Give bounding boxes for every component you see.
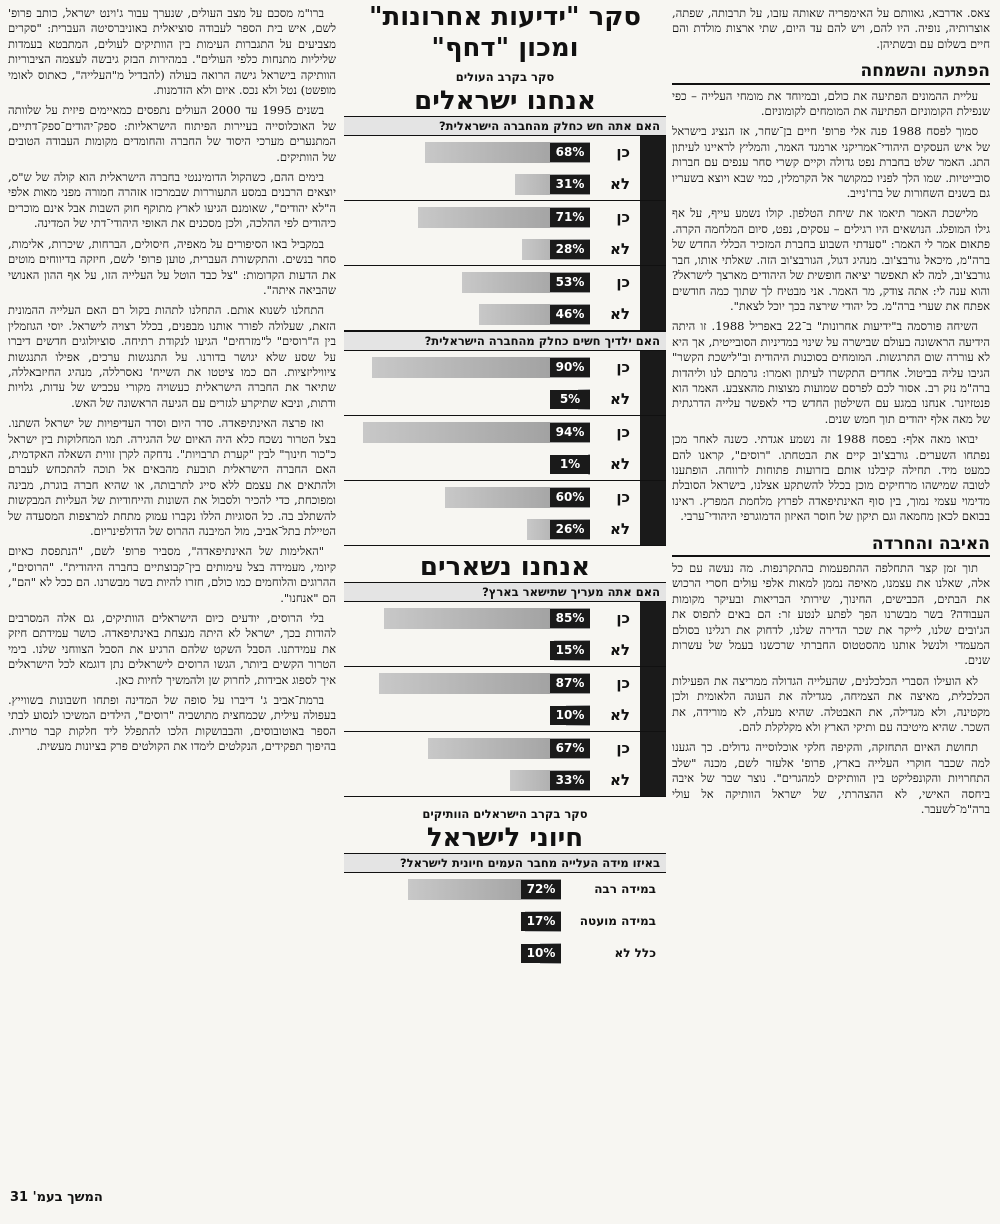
percent-label: 46%: [550, 305, 590, 324]
row-label: כן: [616, 208, 630, 226]
paragraph: ואז פרצה האינתיפאדה. סדר היום וסדר העדיפויות של ישראל השתנו. בצל הטרור נשכח כלא היה האיום של ההגירה. תמו המחלוקות בין ישראל כ"כור חינוך" לבין "קערת תרבויות". נדחקה לקרן זווית השאלה האקדמית, האם החברה הישראלית תובעת מהבאים אל תוכה להתכחש לעברם ולהתאים את עצמם ללא סייג לתרבותה, או שהיא חברה בוגרת, מבינה ומפוכחת, כדי להכיר ולסבול את השונות והייחודיות של העליות המבקשות להשתלב בה. כל הסוגיות הללו נקברו עמוק מתחת למרצפות המסעדה של הטיילת בתל־אביב, מול המיבנה ההרוס של הדולפינריום.: [8, 416, 336, 538]
paragraph: תחושת האיום התחזקה, והקיפה חלקי אוכלוסייה גדולים. כך הגענו למה שכבר חוקרי העלייה בארץ, פרופ' אלעזר לשם, מכנה "שלב התחרויות והקונפליקט בין הוותיקים למהגרים". נוצר שבר של איבה ביחסה האישי, לא ההצהרתי, של ישראל הוותיקה אל עולי ברה"מ־לשעבר.: [672, 740, 990, 817]
percent-label: 85%: [550, 609, 590, 628]
survey-question: האם אתה מעריך שתישאר בארץ?: [344, 582, 666, 602]
row-label: כן: [616, 143, 630, 161]
paragraph: "האלימות של האינתיפאדה", מסביר פרופ' לשם, "הנתפסת כאיום קיומי, מעמידה בצל עימותים בין־קבוצתיים בחברה היהודית". "הרוסים", ההרוגים והלוחמים כמו כולם, חזרו להיות בשר מבשרנו. הם ככל לא "הם", הם "אנחנו".: [8, 544, 336, 605]
survey1-kicker: סקר בקרב העולים: [455, 70, 555, 84]
row-label: לא: [610, 520, 630, 538]
bar-row: [348, 517, 636, 541]
percent-label: 87%: [550, 674, 590, 693]
bar-group: [344, 416, 666, 481]
headline-line-1: סקר "ידיעות אחרונות": [368, 2, 642, 32]
percent-label: 90%: [550, 358, 590, 377]
row-label: לא: [610, 771, 630, 789]
bar-track: [348, 389, 590, 410]
bar-row: [348, 703, 636, 727]
percent-label: 67%: [550, 739, 590, 758]
survey3-kicker: סקר בקרב הישראלים הוותיקים: [422, 807, 588, 821]
row-label: כן: [616, 358, 630, 376]
paragraph: בימים ההם, כשהקול הדומיננטי בחברה הישראלית הוא קולה של ש"ס, יוצאים הרבנים במסע התעוררות שבמרכזו אזהרה חמורה מפני מאות אלפי ה"לא יהודים", שאומנם הגיעו לארץ מתוקף חוק השבות אבל אינם מוכרים כיהודים לפי ההלכה, ולכן מסכנים את האופי היהודי־דתי של המדינה.: [8, 170, 336, 231]
paragraph: בשנים 1995 עד 2000 העולים נתפסים כמאיימים פיזית על שלוותה של האוכלוסייה בעיירות הפיתוח הישראליות: ספק־יהודים־ספק־דתיים, המתנערים מערכי היסוד של החברה והחומדים מקומות העבודה הטובים של הוותיקים.: [8, 103, 336, 164]
row-label: כן: [616, 609, 630, 627]
bar-track: [348, 943, 561, 964]
section-title-we-stay: אנחנו נשארים: [419, 552, 591, 582]
row-label: במידה מועטה: [579, 914, 656, 928]
row-label: כן: [616, 674, 630, 692]
group-label: [640, 416, 666, 480]
subheading-hostility: האיבה והחרדה: [672, 537, 990, 557]
paragraph: סמוך לפסח 1988 פנה אלי פרופ' חיים בן־שחר, אז הנציג בישראל של איש העסקים היהודי־אמריקני ארמנד האמר, והמליץ לראיינו לעיתון התג. האמר שלט בחברת נפט גדולה וקיים קשרי סחר ענפים עם חברות סובייטיות. שמו הלך לפניו כמקושר אל הקרמלין, כמי שבא ויוצא בשעריו גם בשנים השחורות של ברז'נייב.: [672, 124, 990, 201]
group-label: [640, 136, 666, 200]
row-label: כן: [616, 488, 630, 506]
percent-label: 10%: [550, 706, 590, 725]
paragraph: בלי הרוסים, יודעים כיום הישראלים הוותיקים, גם אלה המסרבים להודות בכך, ישראל לא היתה מנצחת באינתיפאדה. כושר עמידתם חיזק את עמידתנו. הסבל השקט שלהם הרגיע את הסבל הצווחני שלנו. בימי הטרור הקשים ביותר, הגשו הרוסים לישראלים נתן דוגמא לכל הישראלים איך לספוג אבידות, לחרוק שן ולהמשיך לחיות כאן.: [8, 611, 336, 687]
percent-label: 15%: [550, 641, 590, 660]
bar-row: [348, 877, 662, 901]
bar-track: [348, 640, 590, 661]
bar-group: [344, 351, 666, 416]
group-label: [640, 351, 666, 415]
row-label: לא: [610, 175, 630, 193]
bar-track: [348, 239, 590, 260]
bar-track: [348, 207, 590, 228]
bar-row: [348, 485, 636, 509]
paragraph: מלישכת האמר תיאמו את שיחת הטלפון. קולו נשמע עייף, על אף גילו המופלג. הנושאים היו רגילים – עסקים, נפט, סיום המלחמה הקרה. פתאום אמר לי האמר: "סעדתי השבוע בחברת המזכיר הכללי החדש של ברה"מ, מיכאל גורבצ'וב. מנהיג דגול, הגורבצ'וב הזה. שאלתי אותו, חבר גורבצ'וב, למה לא תאפשר יציאה חופשית של היהודים מארצך לישראל? והוא ענה לי: אתה צודק, מר האמר. אני מבטיח לך שתוך כמה חודשים אפתח את שערי ברה"מ. כל יהודי שירצה בכך יוכל לצאת".: [672, 206, 990, 313]
bar-row: [348, 140, 636, 164]
group-label: [640, 667, 666, 731]
survey-question: באיזו מידה העלייה מחבר העמים חיונית לישראל?: [344, 853, 666, 873]
bar-row: [348, 606, 636, 630]
intro-paragraph: צאס. אדרבא, גאוותם על האימפריה שאותה עזבו, על תרבותה, שפתה, אוצרותיה, נופיה. היו להם, ויש להם עד היום, שתי ארצות מולדת והם חיים בשלום עם ובשתיהן.: [672, 6, 990, 51]
percent-label: 71%: [550, 208, 590, 227]
headline-line-2: ומכון "דחף": [431, 33, 579, 63]
bar-row: [348, 941, 662, 965]
paragraph: התחלנו לשנוא אותם. התחלנו לתהות בקול רם האם העלייה ההמונית הזאת, שעלולה לפורר אותנו מבפנים, בכלל רצויה לישראל. יוסי הגוזמלין בין ה"רוסים" ל"מזרחים" הגיעו לנקודת רתיחה. סוציולוגים חדשים דיברו על שסע שלא יגושר בדורנו. על התנגשות ערכים, אפילו התנגשות ציוויליזציות. הם כמו ציטטו את השייח' נאסרללה, מנהיג החיזבאללה, שתיאר את החברה הישראלית כעשויה מקורי עכביש של עדות, גלויות ודתות, וניבא שתיקרע לגזרים עם הגיעה הראשונה של האש.: [8, 303, 336, 410]
paragraph: ברו"מ מסכם על מצב העולים, שנערך עבור ג'וינט ישראל, כותב פרופ' לשם, איש בית הספר לעבודה סוציאלית באוניברסיטה העברית: "סקרים מצביעים על התגברות העימות בין הוותיקים לעולים, המתבטא בעמדות שליליות מתנחות כלפי העולים". במהירות הבזק גיבשה לעצמה הציבוריות הוותיקה בישראל גישה הרואה בעולה (להבדיל מ"העלייה", כאתוס לאומי מופשט) נטל ולא נכס. איום ולא הזדמנות.: [8, 6, 336, 98]
bar-row: [348, 205, 636, 229]
bar-row: [348, 355, 636, 379]
bar-group: [344, 266, 666, 331]
bar-group: [344, 602, 666, 667]
bar-row: [348, 387, 636, 411]
group-label: [640, 602, 666, 666]
row-label: כן: [616, 423, 630, 441]
percent-label: 1%: [550, 455, 590, 474]
bar-track: [348, 357, 590, 378]
survey-question: האם ילדיך חשים כחלק מהחברה הישראלית?: [344, 331, 666, 351]
paragraph: לא הועילו הסברי הכלכלנים, שהעלייה הגדולה ממריצה את הפעילות הכלכלית, מאיצה את הצמיחה, מגדילה את העוגה הלאומית ולכן מקטינה, ולא מגדילה, את האבטלה. שהיא מעלה, לא מורידה, את השכר. שהיא מיטיבה עם ותיקי הארץ ולא מקלקלת להם.: [672, 673, 990, 735]
bar-row: [348, 172, 636, 196]
bar-track: [348, 454, 590, 475]
bar-group: [344, 201, 666, 266]
bar-row: [348, 237, 636, 261]
bar-row: [348, 420, 636, 444]
percent-label: 31%: [550, 175, 590, 194]
percent-label: 72%: [521, 880, 561, 899]
bar-track: [348, 770, 590, 791]
percent-label: 33%: [550, 771, 590, 790]
bar-track: [348, 673, 590, 694]
bar-row: [348, 736, 636, 760]
bar-group: [344, 732, 666, 797]
paragraph: השיחה פורסמה ב"ידיעות אחרונות" ב־22 באפריל 1988. זו היתה הידיעה הראשונה בעולם שבישרה על שינוי במדיניות הסובייטית, אך היא לא עוררה שום התרגשות. המומחים בסוכנות היהודית וב"לישכת הקשר" הגיבו עליה בביטול. אחדים התקשרו לעיתון ואמרו: גרמתם לנו וליהדות ברה"מ נזק רב. אסור לכם לפרסם שמועות מצוצות מהאצבע. האמר הוא פנטזיונר. אנחנו במגע עם השילטון החדש כדי לאפשר עלייה הדרגתית של מאה אלף יהודים תוך חמש שנים.: [672, 319, 990, 426]
bar-track: [348, 304, 590, 325]
bar-track: [348, 174, 590, 195]
paragraph: יבואו מאה אלף: בפסח 1988 זה נשמע אגדתי. כשנה לאחר מכן נפתחו השערים. גורבצ'וב קיים את הבטחתו. "רוסים", קראנו להם כמעט מיד. תחילה קיבלנו אותם בזרועות פתוחות לרווחה. הופתענו לטובה שמישהו מרחיקים מוכן בכלל להשתקע אצלנו, בישראל הסובלת מדימוי עצמי נמוך, בין סוף האינתיפאדה לפרוץ מלחמת המפרץ. ראינו בבואם לכאן מחמאה וגם תיקון של חוסר האיזון הדמוגרפי היהודי־ערבי.: [672, 432, 990, 524]
bar-track: [348, 519, 590, 540]
row-label: במידה רבה: [594, 882, 656, 896]
percent-label: 60%: [550, 488, 590, 507]
percent-label: 53%: [550, 273, 590, 292]
bar-row: [348, 452, 636, 476]
paragraph: ברמת־אביב ג' דיברו על סופה של המדינה ופתחו חשבונות בשווייץ. בעפולה עילית, שכמחצית מתושביה "רוסים", הילדים המשיכו לנסוע לבתי הספר באוטובוסים, והבבושקות הלכו להתפלל ליד חלקות קבר טריות. בהיפוך תפקידים, הנקלטים לימדו את הקולטים פרק בציונות מעשית.: [8, 693, 336, 754]
bar-group: [344, 667, 666, 732]
row-label: לא: [610, 305, 630, 323]
row-label: לא: [610, 390, 630, 408]
group-label: [640, 266, 666, 330]
bar-row: [348, 302, 636, 326]
percent-label: 5%: [550, 390, 590, 409]
row-label: כלל לא: [614, 946, 656, 960]
section-title-vital: חיוני לישראל: [426, 823, 584, 853]
percent-label: 10%: [521, 944, 561, 963]
paragraph: עליית ההמונים הפתיעה את כולם, ובמיוחד את מומחי העלייה – כפי שנפילת הקומוניזם הפתיעה את המומחים לקומוניזם.: [672, 88, 990, 119]
bar-track: [348, 142, 590, 163]
percent-label: 26%: [550, 520, 590, 539]
bar-group: [344, 136, 666, 201]
bar-row: [348, 768, 636, 792]
group-label: [640, 481, 666, 545]
percent-label: 68%: [550, 143, 590, 162]
bar-track: [348, 487, 590, 508]
percent-label: 94%: [550, 423, 590, 442]
row-label: לא: [610, 240, 630, 258]
bar-track: [348, 272, 590, 293]
group-label: [640, 732, 666, 796]
article-column-right: [672, 6, 990, 1216]
survey-panel: [344, 2, 666, 1222]
bar-row: [348, 270, 636, 294]
bar-row: [348, 638, 636, 662]
row-label: כן: [616, 739, 630, 757]
row-label: לא: [610, 455, 630, 473]
group-label: [640, 201, 666, 265]
survey-question: האם אתה חש כחלק מהחברה הישראלית?: [344, 116, 666, 136]
article-column-left: [8, 6, 336, 1188]
section-title-we-are-israelis: אנחנו ישראלים: [414, 86, 596, 116]
percent-label: 28%: [550, 240, 590, 259]
row-label: לא: [610, 706, 630, 724]
bar-track: [348, 422, 590, 443]
bar-group: [344, 481, 666, 546]
bar-row: [348, 909, 662, 933]
paragraph: תוך זמן קצר התחלפה ההתפעמות בהתקרנפות. מה נעשה עם כל אלה, שאלנו את עצמנו, מאיפה נממן למאות אלפי עולים חסרי הרכוש את הבתים, הכבישים, החינוך, שירותי הבריאות ובעיקר מקומות העבודה? בשר מבשרנו הפך לפתע לנטע זר: הם באים לתפוס את הג'ובים שלנו, לייקר את שכר הדירה שלנו, לדחוק את רגלינו בסולם המעמדי ולנשל אותנו מהסטטוס החברתי שרכשנו בעמל של עשרות שנים.: [672, 561, 990, 668]
bar-track: [348, 879, 561, 900]
percent-label: 17%: [521, 912, 561, 931]
bar-track: [348, 738, 590, 759]
bar-track: [348, 608, 590, 629]
row-label: לא: [610, 641, 630, 659]
continued-on-page: המשך בעמ' 31: [10, 1190, 103, 1205]
paragraph: במקביל באו הסיפורים על מאפיה, חיסולים, הברחות, שיכרות, אלימות, סחר בנשים. והתקשורת העברית, טוען פרופ' לשם, חיזקה בדיווחים מוטים את הדעות הקדומות: "צל כבד הוטל על העלייה הזו, על אף ההון האנושי שהביאה איתה".: [8, 236, 336, 297]
row-label: כן: [616, 273, 630, 291]
bar-track: [348, 705, 590, 726]
subheading-surprise: הפתעה והשמחה: [672, 64, 990, 84]
bar-track: [348, 911, 561, 932]
bar-row: [348, 671, 636, 695]
